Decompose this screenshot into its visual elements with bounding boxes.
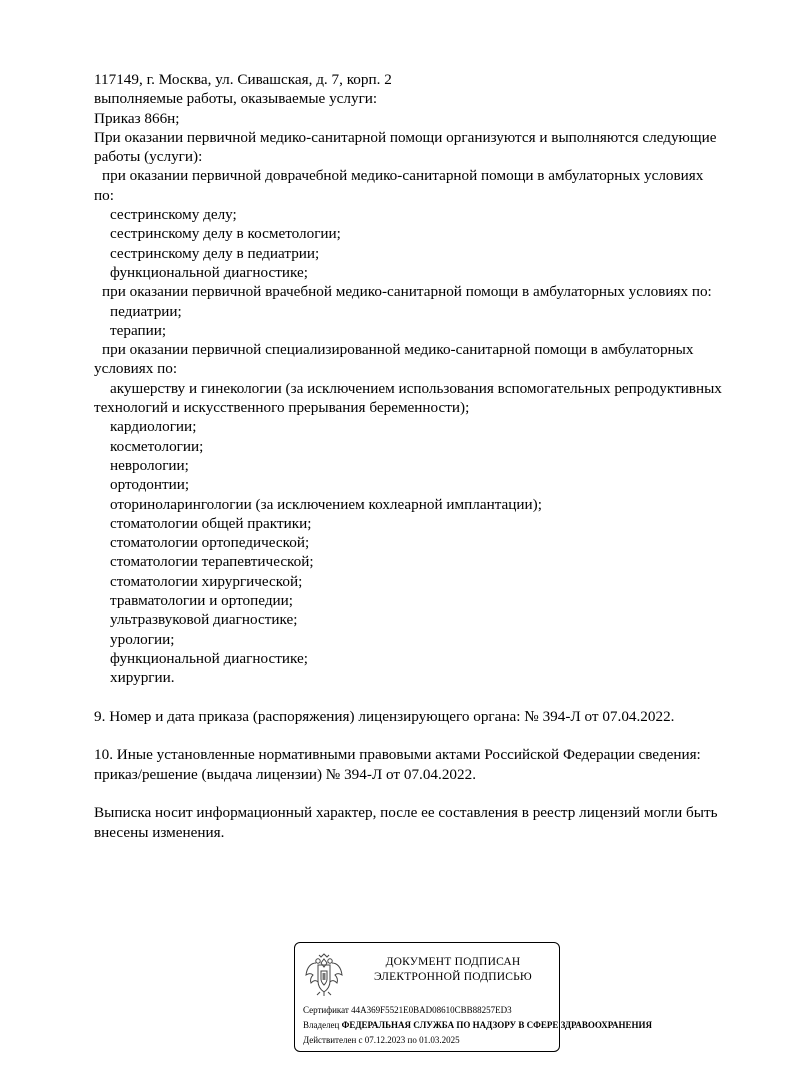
signature-stamp — [294, 942, 653, 1052]
medical-header: при оказании первичной врачебной медико-санитарной помощи в амбулаторных условиях по: — [102, 283, 712, 301]
note-line-2: внесены изменения. — [94, 823, 225, 841]
list-item: стоматологии хирургической; — [110, 572, 303, 590]
stamp-title-line-2: ЭЛЕКТРОННОЙ ПОДПИСЬЮ — [374, 971, 532, 983]
stamp-title-line-1: ДОКУМЕНТ ПОДПИСАН — [385, 956, 521, 968]
medical-list — [94, 302, 774, 341]
owner-row — [303, 1018, 652, 1033]
specialized-list — [94, 417, 774, 687]
list-item: ортодонтии; — [110, 476, 190, 494]
spacer — [94, 784, 774, 803]
premedical-list — [94, 205, 774, 282]
stamp-details — [303, 1003, 652, 1048]
premedical-header-1: при оказании первичной доврачебной медико-санитарной помощи в амбулаторных условиях — [102, 167, 704, 185]
works-label: выполняемые работы, оказываемые услуги: — [94, 90, 378, 108]
certificate-label: Сертификат — [303, 1005, 349, 1015]
owner-value: ФЕДЕРАЛЬНАЯ СЛУЖБА ПО НАДЗОРУ В СФЕРЕ ЗДРАВООХРАНЕНИЯ — [341, 1020, 653, 1030]
item-10-line-2: приказ/решение (выдача лицензии) № 394-Л от 07.04.2022. — [94, 765, 476, 783]
item-9: 9. Номер и дата приказа (распоряжения) лицензирующего органа: № 394-Л от 07.04.2022. — [94, 707, 675, 725]
premedical-header-2: по: — [94, 186, 114, 204]
spacer — [94, 726, 774, 745]
specialized-first-item-2: технологий и искусственного прерывания беременности); — [94, 399, 470, 417]
certificate-value: 44A369F5521E0BAD08610CBB88257ED3 — [351, 1005, 512, 1015]
list-item: сестринскому делу в косметологии; — [110, 225, 341, 243]
specialized-first-item-1: акушерству и гинекологии (за исключением использования вспомогательных репродуктивных — [110, 379, 722, 397]
list-item: ультразвуковой диагностике; — [110, 611, 298, 629]
list-item: стоматологии ортопедической; — [110, 534, 310, 552]
list-item: сестринскому делу; — [110, 206, 237, 224]
intro-line-2: работы (услуги): — [94, 148, 203, 166]
list-item: сестринскому делу в педиатрии; — [110, 244, 320, 262]
double-headed-eagle-emblem-icon — [303, 951, 345, 997]
item-10-line-1: 10. Иные установленные нормативными правовыми актами Российской Федерации сведения: — [94, 746, 701, 764]
list-item: терапии; — [110, 321, 167, 339]
specialized-header-1: при оказании первичной специализированной медико-санитарной помощи в амбулаторных — [102, 341, 694, 359]
note-line-1: Выписка носит информационный характер, после ее составления в реестр лицензий могли быть — [94, 804, 718, 822]
list-item: стоматологии терапевтической; — [110, 553, 314, 571]
document-body — [94, 70, 774, 842]
spacer — [94, 688, 774, 707]
order-line: Приказ 866н; — [94, 109, 180, 127]
list-item: стоматологии общей практики; — [110, 514, 312, 532]
list-item: оториноларингологии (за исключением кохлеарной имплантации); — [110, 495, 542, 513]
intro-line-1: При оказании первичной медико-санитарной помощи организуются и выполняются следующие — [94, 128, 717, 146]
list-item: педиатрии; — [110, 302, 182, 320]
specialized-header-2: условиях по: — [94, 360, 178, 378]
list-item: неврологии; — [110, 456, 189, 474]
list-item: травматологии и ортопедии; — [110, 592, 294, 610]
list-item: кардиологии; — [110, 418, 197, 436]
list-item: функциональной диагностике; — [110, 649, 308, 667]
certificate-row — [303, 1003, 652, 1018]
list-item: хирургии. — [110, 669, 175, 687]
list-item: урологии; — [110, 630, 175, 648]
list-item: функциональной диагностике; — [110, 263, 308, 281]
list-item: косметологии; — [110, 437, 204, 455]
owner-label: Владелец — [303, 1020, 340, 1030]
stamp-title — [353, 955, 553, 985]
validity-row: Действителен с 07.12.2023 по 01.03.2025 — [303, 1035, 460, 1045]
address-line: 117149, г. Москва, ул. Сивашская, д. 7, корп. 2 — [94, 71, 392, 88]
